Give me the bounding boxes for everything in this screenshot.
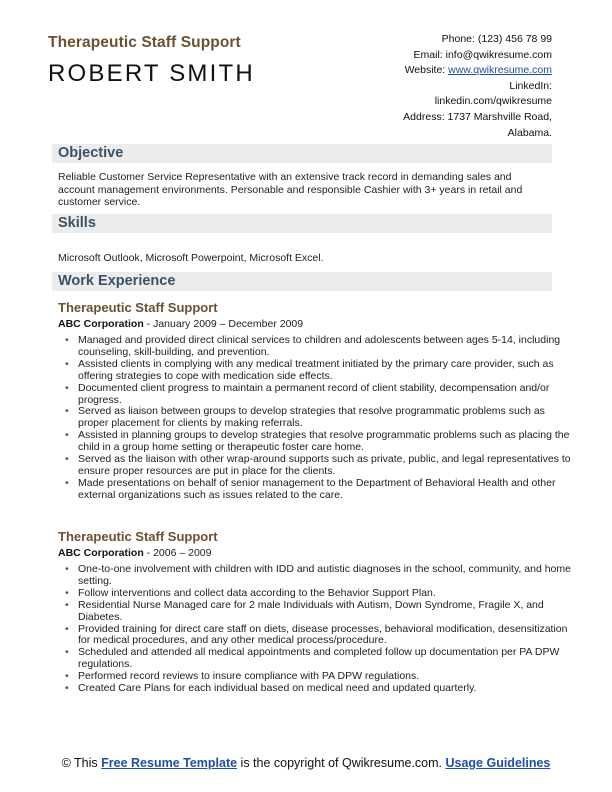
contact-linkedin-label: LinkedIn: bbox=[509, 79, 552, 92]
list-item: • Provided training for direct care staff on diets, disease processes, behavioral modification, desensitization for medical procedures, and any other medical process/procedure. bbox=[78, 624, 572, 648]
contact-phone: Phone: (123) 456 78 99 bbox=[441, 33, 552, 45]
work-experience-heading: Work Experience bbox=[58, 273, 176, 289]
contact-website bbox=[332, 63, 552, 79]
footer-prefix: © This bbox=[61, 756, 102, 770]
contact-email: Email: info@qwikresume.com bbox=[413, 48, 552, 61]
list-item: • Made presentations on behalf of senior management to the Department of Behavioral Health and other external organizations such as issues related to the care. bbox=[78, 478, 572, 502]
objective-text: Reliable Customer Service Representative with an extensive track record in demanding sales and account management environments. Personable and responsible Cashier with 3+ years in retail and customer service. bbox=[58, 171, 523, 209]
job-1-dates: - January 2009 – December 2009 bbox=[143, 318, 304, 330]
work-experience-section-header bbox=[52, 272, 552, 291]
skills-text: Microsoft Outlook, Microsoft Powerpoint, Microsoft Excel. bbox=[58, 252, 324, 264]
free-resume-template-link[interactable]: Free Resume Template bbox=[101, 756, 238, 770]
website-link[interactable]: www.qwikresume.com bbox=[448, 64, 552, 77]
list-item: • Documented client progress to maintain a permanent record of client stability, decompensation and/or progress. bbox=[78, 383, 572, 407]
contact-address-line1: Address: 1737 Marshville Road, bbox=[403, 110, 552, 123]
contact-block bbox=[332, 32, 552, 141]
contact-address-line2: Alabama. bbox=[507, 126, 552, 139]
list-item: • Assisted in planning groups to develop strategies that resolve programmatic problems such as placing the child in a group home setting or therapeutic foster care home. bbox=[78, 430, 572, 454]
job-2-meta bbox=[58, 547, 211, 559]
list-item: • Follow interventions and collect data according to the Behavior Support Plan. bbox=[78, 588, 572, 600]
skills-heading: Skills bbox=[58, 215, 96, 231]
usage-guidelines-link[interactable]: Usage Guidelines bbox=[445, 756, 551, 770]
job-title: Therapeutic Staff Support bbox=[48, 34, 241, 51]
job-1-meta bbox=[58, 318, 303, 330]
resume-header bbox=[48, 34, 255, 88]
list-item: • Residential Nurse Managed care for 2 male Individuals with Autism, Down Syndrome, Fragile X, and Diabetes. bbox=[78, 600, 572, 624]
list-item: • Created Care Plans for each individual based on medical need and updated quarterly. bbox=[78, 683, 572, 695]
list-item: • Performed record reviews to insure compliance with PA DPW regulations. bbox=[78, 671, 572, 683]
objective-heading: Objective bbox=[58, 145, 124, 161]
job-1-title: Therapeutic Staff Support bbox=[58, 300, 218, 315]
footer-notice bbox=[0, 756, 612, 771]
footer-middle: is the copyright of Qwikresume.com. bbox=[237, 756, 446, 770]
objective-section-header bbox=[52, 144, 552, 163]
job-1-company: ABC Corporation bbox=[58, 318, 144, 330]
list-item: • Assisted clients in complying with any medical treatment initiated by the primary care provider, such as offering strategies to cope with medication side effects. bbox=[78, 359, 572, 383]
person-name: ROBERT SMITH bbox=[48, 60, 255, 87]
list-item: • Served as the liaison with other wrap-around supports such as private, public, and legal representatives to ensure proper resources are put in place for the clients. bbox=[78, 454, 572, 478]
list-item: • One-to-one involvement with children with IDD and autistic diagnoses in the school, community, and home setting. bbox=[78, 564, 572, 588]
skills-section-header bbox=[52, 214, 552, 233]
contact-linkedin-value: linkedin.com/qwikresume bbox=[434, 95, 552, 108]
list-item: • Served as liaison between groups to develop strategies that resolve programmatic problems such as proper placement for clients by making referrals. bbox=[78, 406, 572, 430]
job-1-bullets bbox=[58, 335, 572, 502]
job-2-title: Therapeutic Staff Support bbox=[58, 529, 218, 544]
list-item: • Managed and provided direct clinical services to children and adolescents between ages 5-14, including counseling, skill-building, and prevention. bbox=[78, 335, 572, 359]
website-label: Website: bbox=[404, 64, 449, 77]
list-item: • Scheduled and attended all medical appointments and completed follow up documentation per PA DPW regulations. bbox=[78, 647, 572, 671]
job-2-company: ABC Corporation bbox=[58, 547, 144, 559]
job-2-bullets bbox=[58, 564, 572, 695]
job-2-dates: - 2006 – 2009 bbox=[143, 547, 212, 559]
